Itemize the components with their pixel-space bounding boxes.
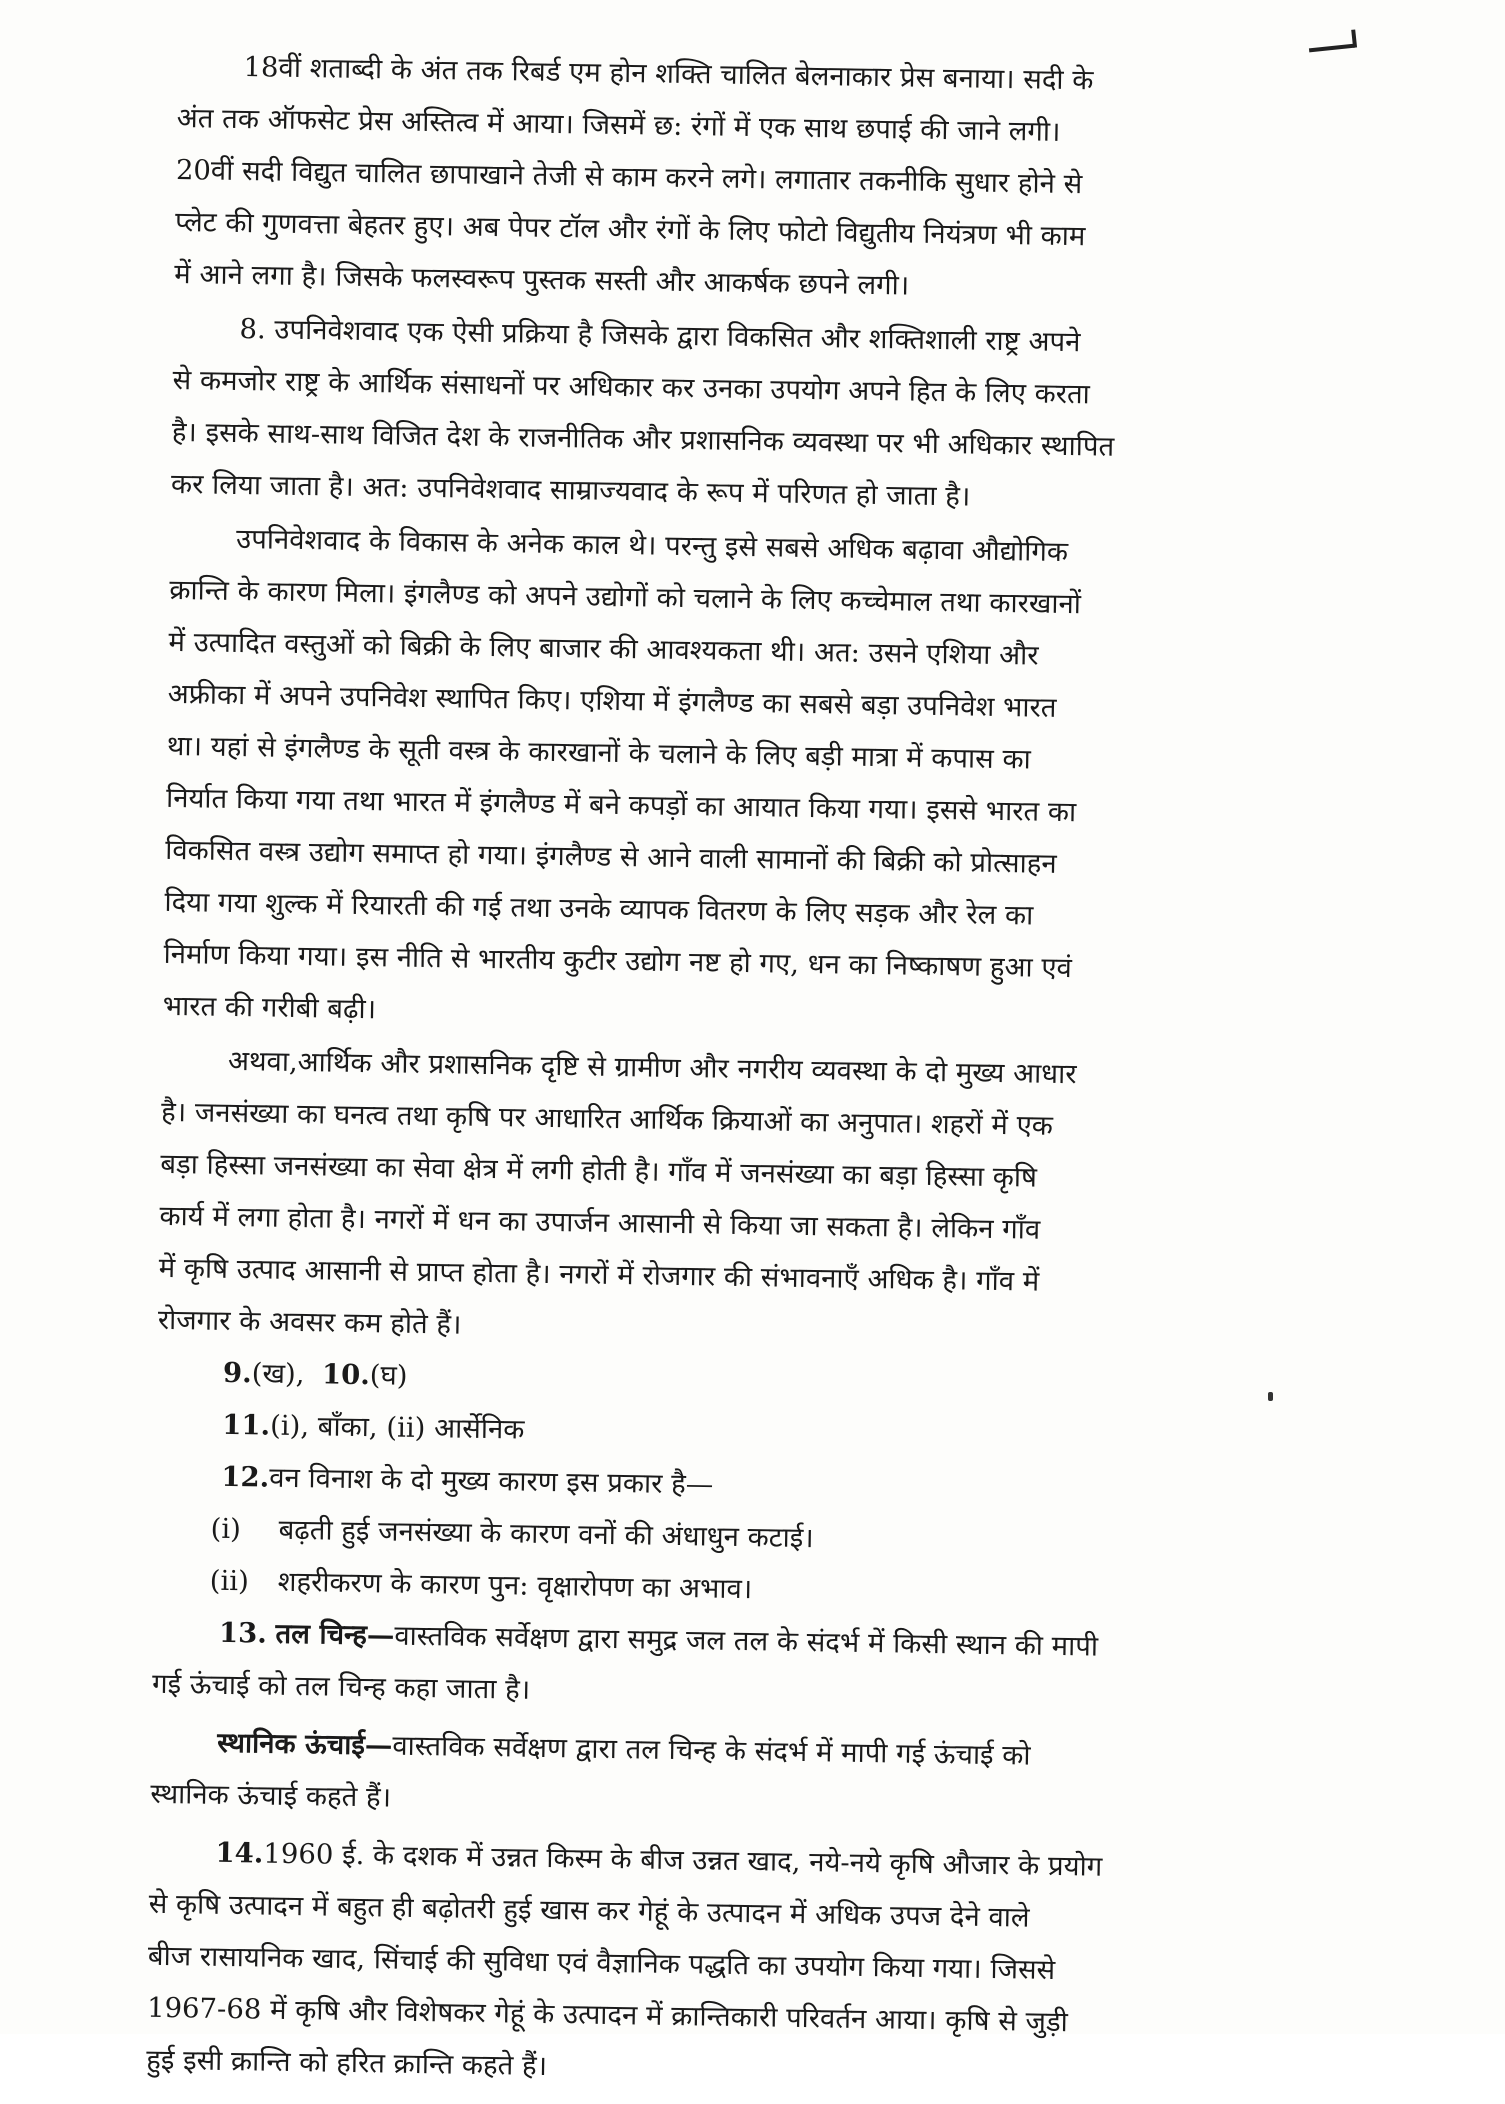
text-line: था। यहां से इंगलैण्ड के सूती वस्त्र के कारखानों के चलाने के लिए बड़ी मात्रा में कपास का [166,729,1031,776]
text-line: बीज रासायनिक खाद, सिंचाई की सुविधा एवं वैज्ञानिक पद्धति का उपयोग किया गया। जिससे [147,1939,1056,1987]
answer-number: 13. [218,1616,268,1650]
list-item-text: बढ़ती हुई जनसंख्या के कारण वनों की अंधाधुन कटाई। [278,1513,814,1555]
answer-text: वन विनाश के दो मुख्य कारण इस प्रकार है— [269,1461,714,1501]
text-line: 8. उपनिवेशवाद एक ऐसी प्रक्रिया है जिसके द्वारा विकसित और शक्तिशाली राष्ट्र अपने [239,313,1081,359]
text-line: अफ्रीका में अपने उपनिवेश स्थापित किए। एशिया में इंगलैण्ड का सबसे बड़ा उपनिवेश भारत [167,677,1057,724]
answer-number: 9. [222,1356,253,1390]
text-line: से कृषि उत्पादन में बहुत ही बढ़ोतरी हुई खास कर गेहूं के उत्पादन में अधिक उपज देने वाले [148,1887,1030,1934]
page-content [146,40,1328,2104]
paragraph-rural-urban [157,1034,1312,1364]
text-line: क्रान्ति के कारण मिला। इंगलैण्ड को अपने उद्योगों को चलाने के लिए कच्चेमाल तथा कारखानों [169,573,1082,621]
text-line: अथवा,आर्थिक और प्रशासनिक दृष्टि से ग्रामीण और नगरीय व्यवस्था के दो मुख्य आधार [227,1044,1077,1091]
list-marker: (ii) [209,1564,250,1598]
answer-number: 11. [222,1408,271,1442]
text-line: रोजगार के अवसर कम होते हैं। [157,1303,462,1341]
text-line: बड़ा हिस्सा जनसंख्या का सेवा क्षेत्र में लगी होती है। गाँव में जनसंख्या का बड़ा हिस्सा कृषि [160,1147,1038,1194]
text-line: उपनिवेशवाद के विकास के अनेक काल थे। परन्तु इसे सबसे अधिक बढ़ावा औद्योगिक [235,522,1069,569]
text-line: 1967-68 में कृषि और विशेषकर गेहूं के उत्पादन में क्रान्तिकारी परिवर्तन आया। कृषि से जुड़ी [146,1991,1069,2039]
definition-text: वास्तविक सर्वेक्षण द्वारा तल चिन्ह के संदर्भ में मापी गई ऊंचाई को [392,1729,1031,1772]
text-line: में उत्पादित वस्तुओं को बिक्री के लिए बाजार की आवश्यकता थी। अत: उसने एशिया और [168,625,1039,672]
text-line: है। जनसंख्या का घनत्व तथा कृषि पर आधारित आर्थिक क्रियाओं का अनुपात। शहरों में एक [160,1095,1054,1142]
text-line: कार्य में लगा होता है। नगरों में धन का उपार्जन आसानी से किया जा सकता है। लेकिन गाँव [159,1199,1041,1246]
text-line: निर्यात किया गया तथा भारत में इंगलैण्ड में बने कपड़ों का आयात किया गया। इससे भारत का [165,781,1077,829]
text-line: 18वीं शताब्दी के अंत तक रिबर्ड एम होन शक्ति चालित बेलनाकार प्रेस बनाया। सदी के [243,51,1094,97]
text-line: हुई इसी क्रान्ति को हरित क्रान्ति कहते हैं। [146,2043,548,2083]
text-line: है। इसके साथ-साथ विजित देश के राजनीतिक और प्रशासनिक व्यवस्था पर भी अधिकार स्थापित [171,415,1115,463]
text-line: से कमजोर राष्ट्र के आर्थिक संसाधनों पर अधिकार कर उनका उपयोग अपने हित के लिए करता [172,363,1091,411]
definition-text: वास्तविक सर्वेक्षण द्वारा समुद्र जल तल के संदर्भ में किसी स्थान की मापी [394,1619,1099,1663]
answer-number: 12. [221,1460,270,1494]
text-line: में आने लगा है। जिसके फलस्वरूप पुस्तक सस्ती और आकर्षक छपने लगी। [174,257,910,302]
corner-pen-mark [1309,44,1355,53]
text-line: में कृषि उत्पाद आसानी से प्राप्त होता है। नगरों में रोजगार की संभावनाएँ अधिक है। गाँव में [158,1251,1040,1298]
list-item-text: शहरीकरण के कारण पुन: वृक्षारोपण का अभाव। [277,1565,753,1606]
answer-number: 14. [215,1836,264,1870]
text-line: 20वीं सदी विद्युत चालित छापाखाने तेजी से काम करने लगे। लगातार तकनीकि सुधार होने से [175,153,1083,201]
term-label: स्थानिक ऊंचाई— [217,1726,393,1762]
text-line: अंत तक ऑफसेट प्रेस अस्तित्व में आया। जिसमें छ: रंगों में एक साथ छपाई की जाने लगी। [176,101,1061,148]
answer-number: 10. [321,1358,371,1392]
text-line: कर लिया जाता है। अत: उपनिवेशवाद साम्राज्यवाद के रूप में परिणत हो जाता है। [170,467,971,513]
answer-value: (घ) [369,1359,408,1392]
term-label: तल चिन्ह— [275,1617,395,1652]
answer-value: (ख), [251,1357,305,1391]
answer-text: 1960 ई. के दशक में उन्नत किस्म के बीज उन्नत खाद, नये-नये कृषि औजार के प्रयोग [263,1837,1103,1883]
definition-continuation: गई ऊंचाई को तल चिन्ह कहा जाता है। [151,1667,531,1706]
text-line: भारत की गरीबी बढ़ी। [162,989,377,1026]
paragraph-printing-history [174,40,1328,318]
paragraph-answer-8 [171,302,1324,528]
answer-text: (i), बाँका, (ii) आर्सेनिक [269,1409,525,1446]
paragraph-answer-14 [146,1826,1300,2104]
text-line: दिया गया शुल्क में रियारती की गई तथा उनके व्यापक वितरण के लिए सड़क और रेल का [164,885,1034,932]
paragraph-colonialism-development [162,512,1320,1050]
text-line: निर्माण किया गया। इस नीति से भारतीय कुटीर उद्योग नष्ट हो गए, धन का निष्काषण हुआ एवं [163,937,1073,985]
definition-continuation: स्थानिक ऊंचाई कहते हैं। [150,1777,392,1814]
list-marker: (i) [210,1512,242,1546]
text-line: विकसित वस्त्र उद्योग समाप्त हो गया। इंगलैण्ड से आने वाली सामानों की बिक्री को प्रोत्साहन [165,833,1057,880]
text-line: प्लेट की गुणवत्ता बेहतर हुए। अब पेपर टॉल और रंगों के लिए फोटो विद्युतीय नियंत्रण भी काम [174,205,1086,253]
